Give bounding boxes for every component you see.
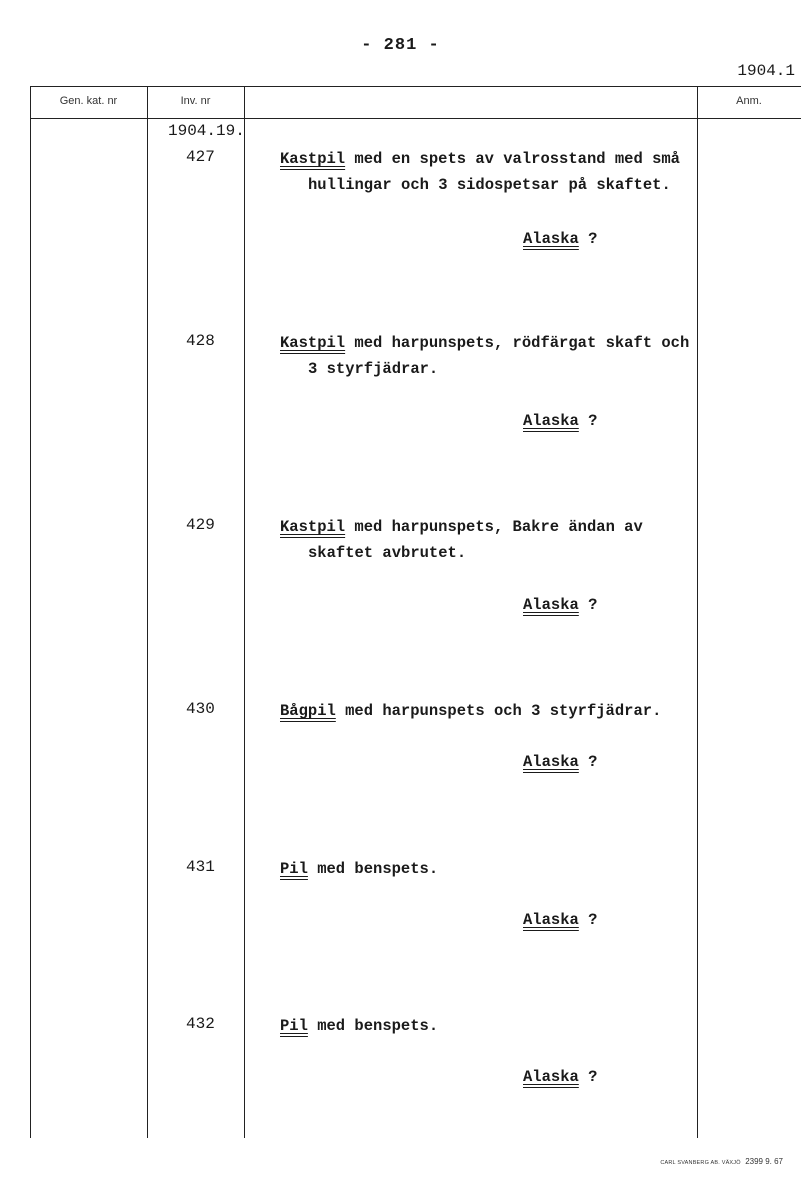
inventory-number: 427: [186, 148, 215, 166]
column-divider-gen-inv: [147, 86, 148, 1138]
description-text: med benspets.: [307, 860, 439, 878]
provenance: [523, 412, 597, 430]
table-top-rule: [30, 86, 801, 87]
provenance-place: Alaska: [523, 230, 579, 248]
provenance-place: Alaska: [523, 596, 579, 614]
object-term: Bågpil: [280, 702, 336, 720]
object-term: Kastpil: [280, 518, 346, 536]
provenance: [523, 596, 597, 614]
provenance-place: Alaska: [523, 753, 579, 771]
inventory-number: 432: [186, 1015, 215, 1033]
uncertainty-mark: ?: [578, 230, 598, 248]
description-text: med harpunspets, Bakre ändan av: [345, 518, 643, 536]
object-term: Pil: [280, 860, 308, 878]
description-text: med en spets av valrosstand med små: [345, 150, 680, 168]
entry-description: [280, 1013, 438, 1039]
description-continuation: skaftet avbrutet.: [308, 544, 467, 562]
column-divider-desc-anm: [697, 86, 698, 1138]
inventory-number: 431: [186, 858, 215, 876]
description-text: med harpunspets och 3 styrfjädrar.: [335, 702, 662, 720]
uncertainty-mark: ?: [578, 596, 598, 614]
description-text: med benspets.: [307, 1017, 439, 1035]
block-reference: 1904.19.: [168, 122, 245, 140]
uncertainty-mark: ?: [578, 911, 598, 929]
uncertainty-mark: ?: [578, 753, 598, 771]
uncertainty-mark: ?: [578, 412, 598, 430]
object-term: Pil: [280, 1017, 308, 1035]
inventory-number: 428: [186, 332, 215, 350]
object-term: Kastpil: [280, 334, 346, 352]
entry-description: [280, 330, 689, 382]
inventory-number: 430: [186, 700, 215, 718]
object-term: Kastpil: [280, 150, 346, 168]
provenance: [523, 230, 597, 248]
header-gen-kat-nr: Gen. kat. nr: [59, 95, 118, 107]
entry-description: [280, 514, 643, 566]
provenance: [523, 753, 597, 771]
header-inv-nr: Inv. nr: [180, 95, 211, 107]
provenance-place: Alaska: [523, 412, 579, 430]
form-number: 2399 9. 67: [745, 1157, 783, 1166]
entry-description: [280, 698, 661, 724]
description-continuation: 3 styrfjädrar.: [308, 360, 439, 378]
description-text: med harpunspets, rödfärgat skaft och: [345, 334, 690, 352]
entry-description: [280, 146, 680, 198]
provenance-place: Alaska: [523, 1068, 579, 1086]
header-anm: Anm.: [736, 95, 762, 107]
printer-imprint: [660, 1157, 783, 1166]
page-number: - 281 -: [361, 36, 440, 55]
page-code: 1904.1: [737, 62, 795, 80]
column-divider-inv-desc: [244, 86, 245, 1138]
provenance-place: Alaska: [523, 911, 579, 929]
entry-description: [280, 856, 438, 882]
header-bottom-rule: [30, 118, 801, 119]
left-border: [30, 86, 31, 1138]
uncertainty-mark: ?: [578, 1068, 598, 1086]
description-continuation: hullingar och 3 sidospetsar på skaftet.: [308, 176, 671, 194]
printer-name: CARL SVANBERG AB. VÄXJÖ: [660, 1160, 741, 1166]
inventory-number: 429: [186, 516, 215, 534]
provenance: [523, 911, 597, 929]
provenance: [523, 1068, 597, 1086]
